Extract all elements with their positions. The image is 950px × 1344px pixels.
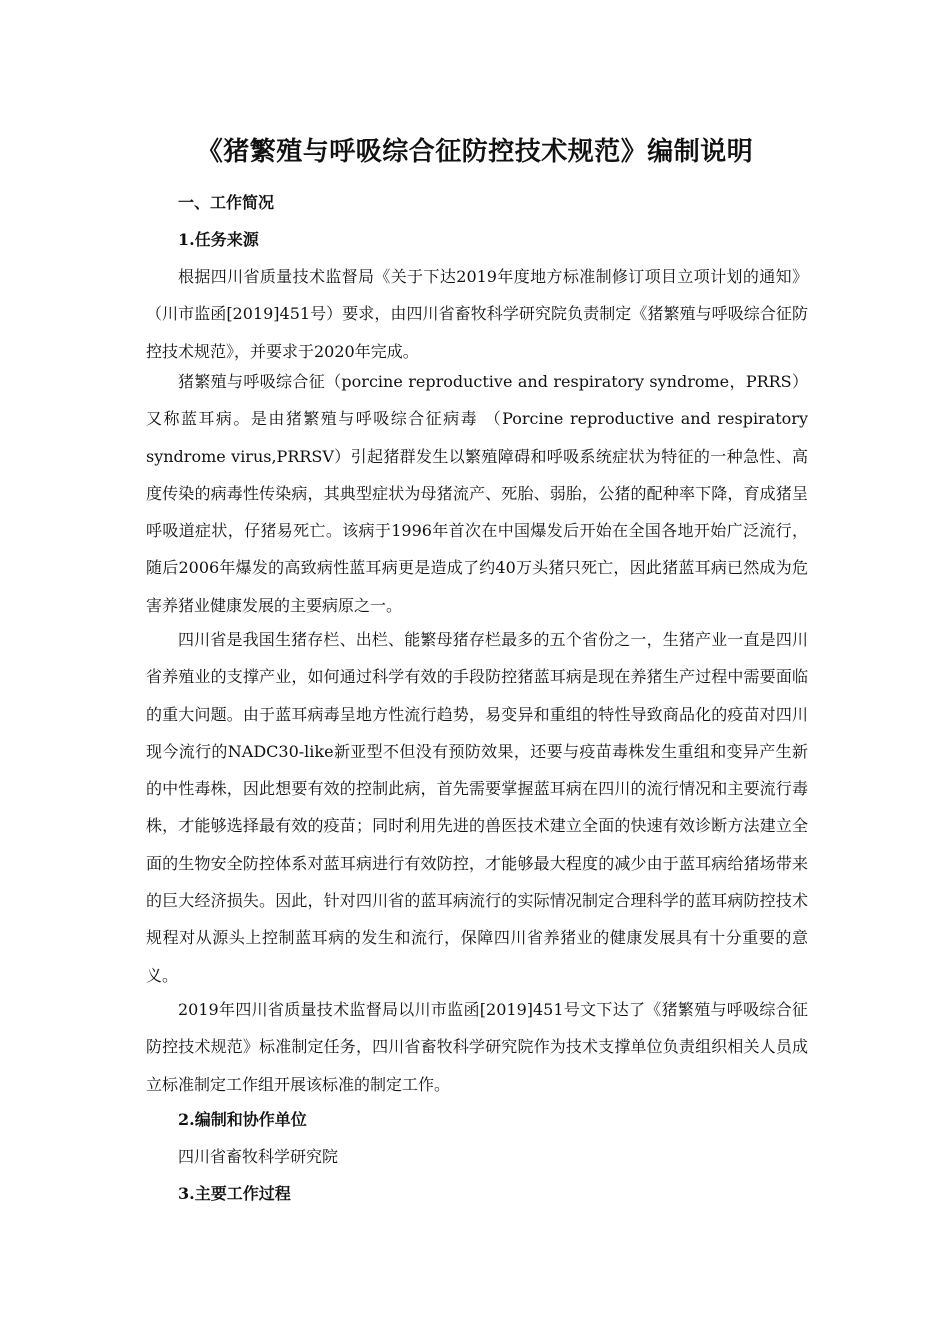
subsection-heading-drafting-units: 2.编制和协作单位 bbox=[178, 1110, 307, 1129]
subsection-heading-work-process: 3.主要工作过程 bbox=[178, 1184, 291, 1203]
document-title: 《猪繁殖与呼吸综合征防控技术规范》编制说明 bbox=[196, 137, 754, 167]
paragraph-task-source: 根据四川省质量技术监督局《关于下达2019年度地方标准制修订项目立项计划的通知》（川市监函[2019]451号）要求，由四川省畜牧科学研究院负责制定《猪繁殖与呼吸综合征防控技术规范》，并要求于2020年完成。 bbox=[146, 267, 808, 361]
section-heading-work-overview: 一、工作简况 bbox=[178, 193, 275, 212]
paragraph-prrs-description: 猪繁殖与呼吸综合征（porcine reproductive and respiratory syndrome，PRRS）又称蓝耳病。是由猪繁殖与呼吸综合征病毒 （Porcine reproductive and respiratory syndrome virus,PRRSV）引起猪群发生以繁殖障碍和呼吸系统症状为特征的一种急性、高度传染的病毒性传染病，其典型症状为母猪流产、死胎、弱胎，公猪的配种率下降，育成猪呈呼吸道症状，仔猪易死亡。该病于1996年首次在中国爆发后开始在全国各地开始广泛流行，随后2006年爆发的高致病性蓝耳病更是造成了约40万头猪只死亡，因此猪蓝耳病已然成为危害养猪业健康发展的主要病原之一。 bbox=[146, 372, 808, 615]
subsection-heading-task-source: 1.任务来源 bbox=[178, 230, 259, 249]
drafting-unit-name: 四川省畜牧科学研究院 bbox=[178, 1147, 339, 1166]
paragraph-task-assignment: 2019年四川省质量技术监督局以川市监函[2019]451号文下达了《猪繁殖与呼吸综合征防控技术规范》标准制定任务，四川省畜牧科学研究院作为技术支撑单位负责组织相关人员成立标准制定工作组开展该标准的制定工作。 bbox=[146, 1000, 808, 1094]
paragraph-sichuan-significance: 四川省是我国生猪存栏、出栏、能繁母猪存栏最多的五个省份之一，生猪产业一直是四川省养殖业的支撑产业，如何通过科学有效的手段防控猪蓝耳病是现在养猪生产过程中需要面临的重大问题。由于蓝耳病毒呈地方性流行趋势，易变异和重组的特性导致商品化的疫苗对四川现今流行的NADC30-like新亚型不但没有预防效果，还要与疫苗毒株发生重组和变异产生新的中性毒株，因此想要有效的控制此病，首先需要掌握蓝耳病在四川的流行情况和主要流行毒株，才能够选择最有效的疫苗；同时利用先进的兽医技术建立全面的快速有效诊断方法建立全面的生物安全防控体系对蓝耳病进行有效防控，才能够最大程度的减少由于蓝耳病给猪场带来的巨大经济损失。因此，针对四川省的蓝耳病流行的实际情况制定合理科学的蓝耳病防控技术规程对从源头上控制蓝耳病的发生和流行，保障四川省养猪业的健康发展具有十分重要的意义。 bbox=[146, 630, 808, 985]
